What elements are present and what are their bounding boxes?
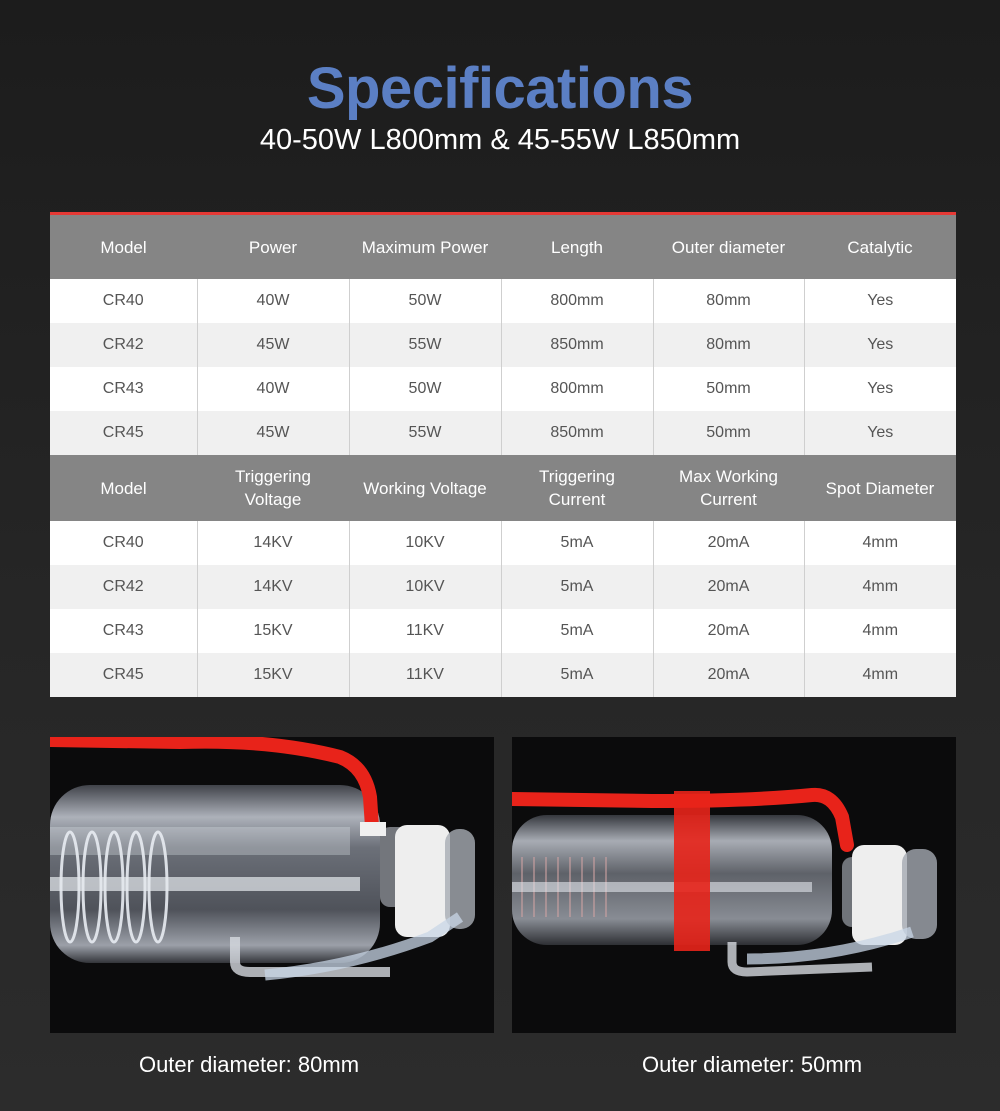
laser-tube-illustration-80mm [50, 737, 494, 1033]
table-cell: 50mm [653, 411, 804, 455]
table-cell: 15KV [197, 653, 349, 697]
table-row [50, 609, 956, 653]
table-cell: 800mm [501, 367, 653, 411]
table-header-row [50, 215, 956, 279]
header-cell [197, 455, 349, 521]
laser-tube-photo-80mm [50, 737, 494, 1033]
header-line: Current [548, 490, 606, 509]
table-cell: CR43 [50, 367, 197, 411]
table-cell: 50W [349, 279, 501, 323]
table-cell: 40W [197, 279, 349, 323]
table-cell: 15KV [197, 609, 349, 653]
header-cell: Catalytic [804, 215, 956, 279]
table-cell: 50W [349, 367, 501, 411]
page-title: Specifications [306, 56, 694, 121]
header-line: Model [100, 478, 147, 498]
table-cell: 5mA [501, 565, 653, 609]
table-cell: 5mA [501, 609, 653, 653]
table-cell: 5mA [501, 521, 653, 565]
table-cell: 4mm [804, 653, 956, 697]
header-line: Triggering [235, 467, 311, 486]
header-cell: Outer diameter [653, 215, 804, 279]
header-line: Current [700, 490, 757, 509]
table-cell: 20mA [653, 653, 804, 697]
table-cell: CR45 [50, 653, 197, 697]
table-row [50, 367, 956, 411]
table-cell: 80mm [653, 323, 804, 367]
table-cell: Yes [804, 367, 956, 411]
table-cell: 4mm [804, 609, 956, 653]
table-cell: CR40 [50, 279, 197, 323]
table-cell: 80mm [653, 279, 804, 323]
table-cell: 50mm [653, 367, 804, 411]
spec-table [50, 212, 956, 697]
table-cell: 11KV [349, 653, 501, 697]
header-cell: Length [501, 215, 653, 279]
table-cell: 5mA [501, 653, 653, 697]
table-cell: 20mA [653, 521, 804, 565]
table-cell: CR43 [50, 609, 197, 653]
table-row [50, 411, 956, 455]
header-line: Max Working [679, 467, 778, 486]
header-cell: Power [197, 215, 349, 279]
table-cell: 20mA [653, 565, 804, 609]
table-cell: 4mm [804, 565, 956, 609]
header-cell [501, 455, 653, 521]
table-cell: 11KV [349, 609, 501, 653]
header-cell [50, 455, 197, 521]
table-cell: 14KV [197, 521, 349, 565]
table-header-row [50, 455, 956, 521]
table-cell: 55W [349, 323, 501, 367]
table-row [50, 279, 956, 323]
header-line: Triggering [539, 467, 615, 486]
table-cell: CR42 [50, 323, 197, 367]
table-cell: CR45 [50, 411, 197, 455]
table-cell: Yes [804, 323, 956, 367]
table-cell: Yes [804, 279, 956, 323]
table-row [50, 521, 956, 565]
table-row [50, 323, 956, 367]
photo-caption-50mm: Outer diameter: 50mm [641, 1052, 863, 1077]
table-cell: CR42 [50, 565, 197, 609]
table-cell: 20mA [653, 609, 804, 653]
table-cell: 14KV [197, 565, 349, 609]
header-cell [804, 455, 956, 521]
table-cell: 850mm [501, 323, 653, 367]
laser-tube-illustration-50mm [512, 737, 956, 1033]
table-cell: 10KV [349, 565, 501, 609]
table-cell: 10KV [349, 521, 501, 565]
photo-caption-80mm: Outer diameter: 80mm [138, 1052, 360, 1077]
spec-table-grid [50, 215, 956, 697]
table-cell: 800mm [501, 279, 653, 323]
header-cell [349, 455, 501, 521]
page-subtitle: 40-50W L800mm & 45-55W L850mm [259, 124, 741, 156]
header-line: Working Voltage [363, 478, 487, 498]
table-cell: 850mm [501, 411, 653, 455]
table-row [50, 653, 956, 697]
header-cell: Maximum Power [349, 215, 501, 279]
table-cell: 45W [197, 323, 349, 367]
header-cell [653, 455, 804, 521]
table-cell: Yes [804, 411, 956, 455]
header-cell: Model [50, 215, 197, 279]
header-line: Spot Diameter [825, 478, 935, 498]
table-cell: 40W [197, 367, 349, 411]
table-cell: 45W [197, 411, 349, 455]
header-line: Voltage [244, 490, 302, 509]
table-row [50, 565, 956, 609]
table-cell: 4mm [804, 521, 956, 565]
table-cell: 55W [349, 411, 501, 455]
table-cell: CR40 [50, 521, 197, 565]
laser-tube-photo-50mm [512, 737, 956, 1033]
